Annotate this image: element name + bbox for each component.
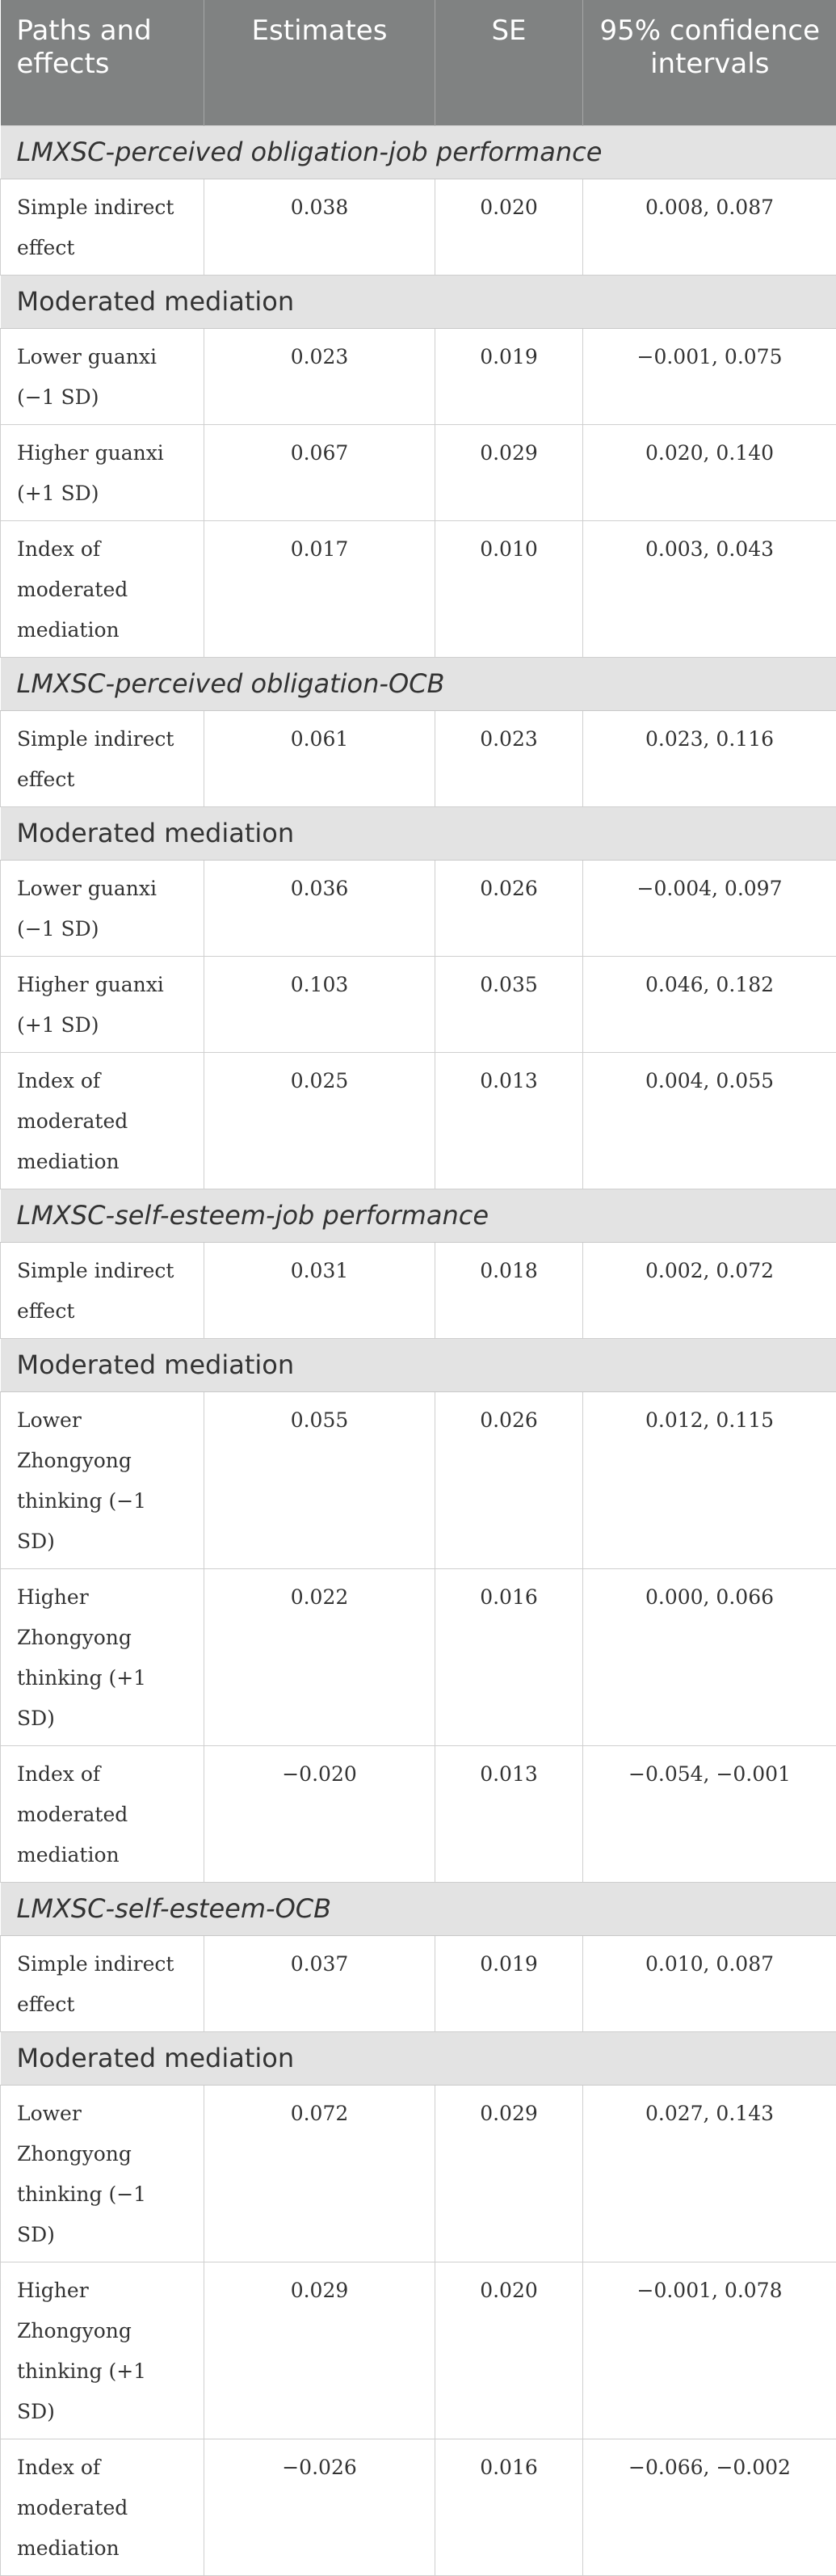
ci-cell: −0.054, −0.001 — [583, 1745, 836, 1882]
table-row — [1, 2262, 836, 2439]
estimate-cell: 0.072 — [204, 2085, 435, 2262]
se-cell: 0.016 — [435, 1568, 583, 1745]
ci-cell: 0.008, 0.087 — [583, 179, 836, 275]
section-title: LMXSC-perceived obligation-OCB — [1, 657, 836, 710]
table-row — [1, 710, 836, 806]
section-title: Moderated mediation — [1, 275, 836, 328]
se-cell: 0.026 — [435, 860, 583, 956]
header-se: SE — [435, 0, 583, 125]
section-title: LMXSC-perceived obligation-job performance — [1, 125, 836, 179]
se-cell: 0.010 — [435, 520, 583, 657]
row-label: Lower Zhongyong thinking (−1 SD) — [1, 1391, 204, 1568]
row-label: Lower guanxi (−1 SD) — [1, 328, 204, 424]
table-body — [1, 125, 836, 2575]
table-row — [1, 1935, 836, 2031]
table-row — [1, 956, 836, 1052]
section-header-row — [1, 1882, 836, 1935]
table-row — [1, 1745, 836, 1882]
estimate-cell: −0.026 — [204, 2439, 435, 2575]
row-label: Index of moderated mediation — [1, 2439, 204, 2575]
row-label: Lower Zhongyong thinking (−1 SD) — [1, 2085, 204, 2262]
row-label: Index of moderated mediation — [1, 1052, 204, 1189]
ci-cell: 0.027, 0.143 — [583, 2085, 836, 2262]
estimate-cell: 0.036 — [204, 860, 435, 956]
ci-cell: 0.000, 0.066 — [583, 1568, 836, 1745]
estimate-cell: 0.103 — [204, 956, 435, 1052]
se-cell: 0.016 — [435, 2439, 583, 2575]
section-header-row — [1, 2031, 836, 2085]
row-label: Simple indirect effect — [1, 1935, 204, 2031]
estimate-cell: 0.029 — [204, 2262, 435, 2439]
estimate-cell: 0.038 — [204, 179, 435, 275]
row-label: Lower guanxi (−1 SD) — [1, 860, 204, 956]
table-row — [1, 1052, 836, 1189]
section-header-row — [1, 806, 836, 860]
ci-cell: 0.020, 0.140 — [583, 424, 836, 520]
section-header-row — [1, 125, 836, 179]
table-row — [1, 1568, 836, 1745]
table-row — [1, 2085, 836, 2262]
section-header-row — [1, 1338, 836, 1391]
ci-cell: −0.066, −0.002 — [583, 2439, 836, 2575]
se-cell: 0.019 — [435, 328, 583, 424]
row-label: Simple indirect effect — [1, 710, 204, 806]
row-label: Higher Zhongyong thinking (+1 SD) — [1, 2262, 204, 2439]
table-row — [1, 2439, 836, 2575]
table-row — [1, 860, 836, 956]
ci-cell: 0.023, 0.116 — [583, 710, 836, 806]
header-estimates: Estimates — [204, 0, 435, 125]
section-title: Moderated mediation — [1, 806, 836, 860]
ci-cell: 0.003, 0.043 — [583, 520, 836, 657]
table-row — [1, 328, 836, 424]
table-row — [1, 424, 836, 520]
estimate-cell: 0.025 — [204, 1052, 435, 1189]
se-cell: 0.023 — [435, 710, 583, 806]
se-cell: 0.026 — [435, 1391, 583, 1568]
header-confidence-intervals: 95% confidence intervals — [583, 0, 836, 125]
section-header-row — [1, 275, 836, 328]
estimate-cell: 0.017 — [204, 520, 435, 657]
section-title: LMXSC-self-esteem-OCB — [1, 1882, 836, 1935]
header-row — [1, 0, 836, 125]
table-row — [1, 520, 836, 657]
section-title: Moderated mediation — [1, 1338, 836, 1391]
se-cell: 0.013 — [435, 1745, 583, 1882]
se-cell: 0.029 — [435, 424, 583, 520]
section-header-row — [1, 657, 836, 710]
se-cell: 0.020 — [435, 179, 583, 275]
row-label: Higher Zhongyong thinking (+1 SD) — [1, 1568, 204, 1745]
header-paths-and-effects: Paths and effects — [1, 0, 204, 125]
row-label: Higher guanxi (+1 SD) — [1, 956, 204, 1052]
ci-cell: −0.001, 0.075 — [583, 328, 836, 424]
se-cell: 0.018 — [435, 1242, 583, 1338]
row-label: Index of moderated mediation — [1, 520, 204, 657]
ci-cell: 0.010, 0.087 — [583, 1935, 836, 2031]
ci-cell: 0.004, 0.055 — [583, 1052, 836, 1189]
estimate-cell: 0.023 — [204, 328, 435, 424]
row-label: Index of moderated mediation — [1, 1745, 204, 1882]
table-row — [1, 1391, 836, 1568]
ci-cell: −0.001, 0.078 — [583, 2262, 836, 2439]
row-label: Simple indirect effect — [1, 1242, 204, 1338]
estimate-cell: 0.055 — [204, 1391, 435, 1568]
estimate-cell: 0.061 — [204, 710, 435, 806]
se-cell: 0.035 — [435, 956, 583, 1052]
ci-cell: 0.002, 0.072 — [583, 1242, 836, 1338]
section-header-row — [1, 1189, 836, 1242]
row-label: Simple indirect effect — [1, 179, 204, 275]
estimate-cell: 0.067 — [204, 424, 435, 520]
se-cell: 0.020 — [435, 2262, 583, 2439]
estimate-cell: 0.037 — [204, 1935, 435, 2031]
table-row — [1, 179, 836, 275]
estimate-cell: −0.020 — [204, 1745, 435, 1882]
se-cell: 0.019 — [435, 1935, 583, 2031]
estimate-cell: 0.031 — [204, 1242, 435, 1338]
section-title: Moderated mediation — [1, 2031, 836, 2085]
ci-cell: 0.046, 0.182 — [583, 956, 836, 1052]
ci-cell: −0.004, 0.097 — [583, 860, 836, 956]
se-cell: 0.013 — [435, 1052, 583, 1189]
estimate-cell: 0.022 — [204, 1568, 435, 1745]
row-label: Higher guanxi (+1 SD) — [1, 424, 204, 520]
table-header — [1, 0, 836, 125]
table-row — [1, 1242, 836, 1338]
se-cell: 0.029 — [435, 2085, 583, 2262]
section-title: LMXSC-self-esteem-job performance — [1, 1189, 836, 1242]
ci-cell: 0.012, 0.115 — [583, 1391, 836, 1568]
